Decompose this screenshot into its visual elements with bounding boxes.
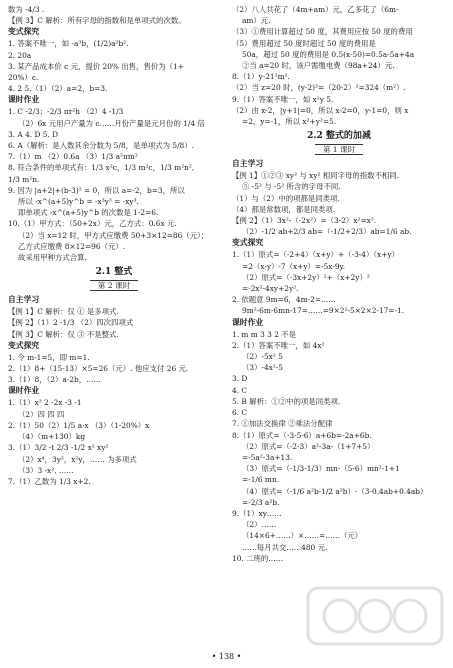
text-line: 乙方式应缴费 8×12=96（元）. — [18, 241, 126, 251]
text-line: （1）与（2）中的项都是同类项. — [232, 193, 340, 203]
text-line: 2. 20a — [8, 50, 32, 60]
section-heading: 变式探究 — [8, 27, 40, 37]
text-line: （2）四 四 四 — [18, 409, 65, 419]
section-heading: 变式探究 — [232, 238, 264, 248]
text-line: （2）当 z=20 时，(y-2)²=（20-2）²=324（m²）. — [232, 83, 406, 93]
text-line: 8.（1）原式=（-3-5-6）a+6b=-2a+6b. — [232, 430, 372, 440]
text-line: 20%）c. — [8, 73, 39, 83]
text-line: ②当 a=20 时，该户需缴电费（98a+24）元. — [242, 61, 395, 71]
text-line: 4. 2 5.（1）（2）a=2，b=3. — [8, 84, 108, 94]
text-line: （4）都是常数项，都是同类项. — [232, 204, 336, 214]
text-line: 2.（1）50（2）1/5 a·x （3）（1-20%）x — [8, 420, 150, 430]
text-line: 【例 2】（1）2 -1/3 （2）四次四项式 — [8, 318, 134, 328]
text-line: （4）（m+130）kg — [18, 432, 86, 442]
text-line: 1/3 m²n. — [8, 174, 40, 184]
text-line: 9.（1）xy…… — [232, 508, 282, 518]
text-line: 8. 符合条件的单项式有：1/3 x²c，1/3 m²c，1/3 m²n², — [8, 163, 195, 173]
text-line: （2）6x 元用户产量为 c……月份产量是元月份的 1/4 倍 — [18, 118, 205, 128]
text-line: 【例 1】①②③ xy² 与 xy² 相同字母的指数不相同. — [232, 171, 400, 181]
text-line: 9.（1）答案不唯一，如 x²y 5. — [232, 94, 334, 104]
section-heading: 课时作业 — [8, 386, 40, 396]
text-line: （3）3 -x², …… — [18, 465, 74, 475]
text-line: 3.（1）8，（2）a-2b，…… — [8, 375, 101, 385]
text-line: 7.（1）m （2）0.6a （3）1/3 a²πm² — [8, 152, 138, 162]
text-line: （3）①费用计算超过 50 度，其费用应按 50 度的费用 — [232, 27, 413, 37]
lesson-label-text: 第 1 课时 — [315, 144, 363, 155]
text-line: 1. C -2/3；-2/3 πr²h （2）4 -1/3 — [8, 107, 124, 117]
text-line: =2（x-y）-7（x+y）=-5x-9y. — [242, 261, 346, 271]
text-line: （2）-5x² 5 — [242, 352, 283, 362]
text-line: （2）原式=（-2-3）a²-3a-（1+7+5） — [242, 441, 375, 451]
text-line: （2）八人共花了（4m+am）元，乙多花了（6m- — [232, 5, 399, 14]
watermark-stamp-icon — [300, 578, 450, 658]
section-heading: 课时作业 — [232, 317, 264, 327]
text-line: =-2x²-4xy+2y². — [242, 284, 299, 294]
text-line: 5. B 解析：①②中的项是同类项. — [232, 396, 341, 406]
text-line: （3）-4x²-5 — [242, 363, 284, 373]
chapter-title: 2.1 整式 — [95, 267, 133, 278]
text-line: 即单项式 -x^(a+5)y^b 的次数是 1-2=6. — [18, 208, 159, 218]
lesson-label-text: 第 2 课时 — [90, 280, 138, 291]
text-line: （2）…… — [242, 520, 277, 530]
text-line: 4. C — [232, 385, 248, 395]
text-line: =-2/3 a²b. — [242, 497, 280, 507]
text-line: 3.（1）3/2 -t 2/3 -1/2 x² xy² — [8, 443, 109, 453]
text-line: 7. ①加法交换律 ②乘法分配律 — [232, 419, 333, 429]
text-line: 3. D — [232, 374, 248, 384]
text-line: （2）由 x-2，|y+1|=0，所以 x-2=0，y-1=0，则 x — [232, 105, 409, 115]
section-heading: 自主学习 — [8, 295, 40, 305]
right-column — [232, 4, 446, 564]
section-heading: 自主学习 — [232, 159, 264, 169]
text-line: 1. 答案不唯一，如 -a³b，(1/2)a²b². — [8, 39, 129, 49]
text-line: 10. 二班的…… — [232, 553, 284, 563]
text-line: （5）费用超过 50 度时超过 50 度的费用是 — [232, 38, 376, 48]
text-line: 【例 2】（1）3x²-（-2x²）=（3-2）x²=x². — [232, 216, 377, 226]
text-line: 9. 因为 |a+2|+(b-3)² = 0，所以 a=-2，b=3，所以 — [8, 185, 185, 195]
text-line: 9m²-6m-6mn-17=……=9×2²-5×2×2-17=-1. — [242, 306, 405, 316]
text-line: am）元. — [242, 16, 271, 26]
text-line: 50a，超过 50 度的费用是 0.5(x-50)=0.5a-5a+4a — [242, 49, 415, 59]
text-line: （2）原式=（-3x+2y）²+（x+2y）² — [242, 272, 370, 282]
text-line: 所以 -x^(a+5)y^b = -x³y³ = -xy³. — [18, 197, 139, 207]
text-line: （3）原式=（-1/3-1/3）mn-（5-6）mn²-1+1 — [242, 464, 400, 474]
text-line: 【例 3】C 解析：仅 ③ 不是整式. — [8, 329, 119, 339]
text-line: （14×6+……）×……=……（元） — [242, 531, 363, 541]
text-line: 1. 令 m-1=5，即 m=1. — [8, 352, 90, 362]
text-line: ……每月共交……480 元. — [242, 542, 328, 552]
lesson-label — [232, 144, 446, 156]
lesson-label — [8, 280, 220, 292]
text-line: 2.（1）答案不唯一，如 4x² — [232, 340, 325, 350]
text-line: 1.（1）x² 2 -2x -3 -1 — [8, 398, 82, 408]
text-line: （2）当 x=12 时，甲方式应缴费 50+3×12=86（元）； — [18, 230, 209, 240]
text-line: 1.（1）原式=（-2+4）（x+y）+（-3-4）（x+y） — [232, 250, 399, 260]
text-line: 2.（1）8+（15-13）×5=26（元）. 他应支付 26 元. — [8, 364, 189, 374]
text-line: （4）原式=（-1/6 a²b-1/2 a²b）-（3-0.4ab+0.4ab） — [242, 486, 428, 496]
text-line: （2）-1/2 ab+2/3 ab=（-1/2+2/3）ab=1/6 ab. — [242, 227, 412, 237]
page-number: • 138 • — [211, 652, 242, 661]
text-line: 6. A（解析：是入数其余分数为 5/8，是单项式为 5/8）. — [8, 141, 194, 151]
text-line: 【例 1】C 解析：仅 ① 是多项式. — [8, 307, 119, 317]
text-line: =-5a²-3a+13. — [242, 452, 293, 462]
text-line: 10.（1）甲方式：（50+2x）元，乙方式：0.6x 元. — [8, 219, 177, 229]
section-heading: 变式探究 — [8, 340, 40, 350]
text-line: 数为 -4/3 . — [8, 5, 45, 14]
text-line: ⑤ -5² 与 -5² 所含的字母不同. — [242, 182, 341, 192]
left-column — [8, 4, 220, 487]
text-line: 8.（1）y-21²m². — [232, 72, 290, 82]
section-heading: 课时作业 — [8, 95, 40, 105]
text-line: 1. m m 3 3 2 不是 — [232, 329, 297, 339]
text-line: 7.（1）乙数为 1/3 x+2. — [8, 476, 91, 486]
text-line: 6. C — [232, 408, 248, 418]
text-line: =2，y=-1，所以 x²+y²=5. — [242, 117, 337, 127]
text-line: =-1/6 mn. — [242, 475, 280, 485]
chapter-title: 2.2 整式的加减 — [307, 131, 371, 142]
text-line: 故采用甲种方式合算. — [18, 253, 87, 263]
text-line: 【例 3】C 解析：所有字母的指数和是单项式的次数。 — [8, 16, 186, 26]
text-line: 3. A 4. D 5. D — [8, 129, 59, 139]
text-line: （2）x⁴，3y²，x²y，…… 为多项式 — [18, 454, 137, 464]
text-line: 2. 依题意 9m=6，4m-2=…… — [232, 295, 336, 305]
text-line: 3. 某产品成本价 c 元，提价 20% 出售，售价为（1+ — [8, 61, 184, 71]
